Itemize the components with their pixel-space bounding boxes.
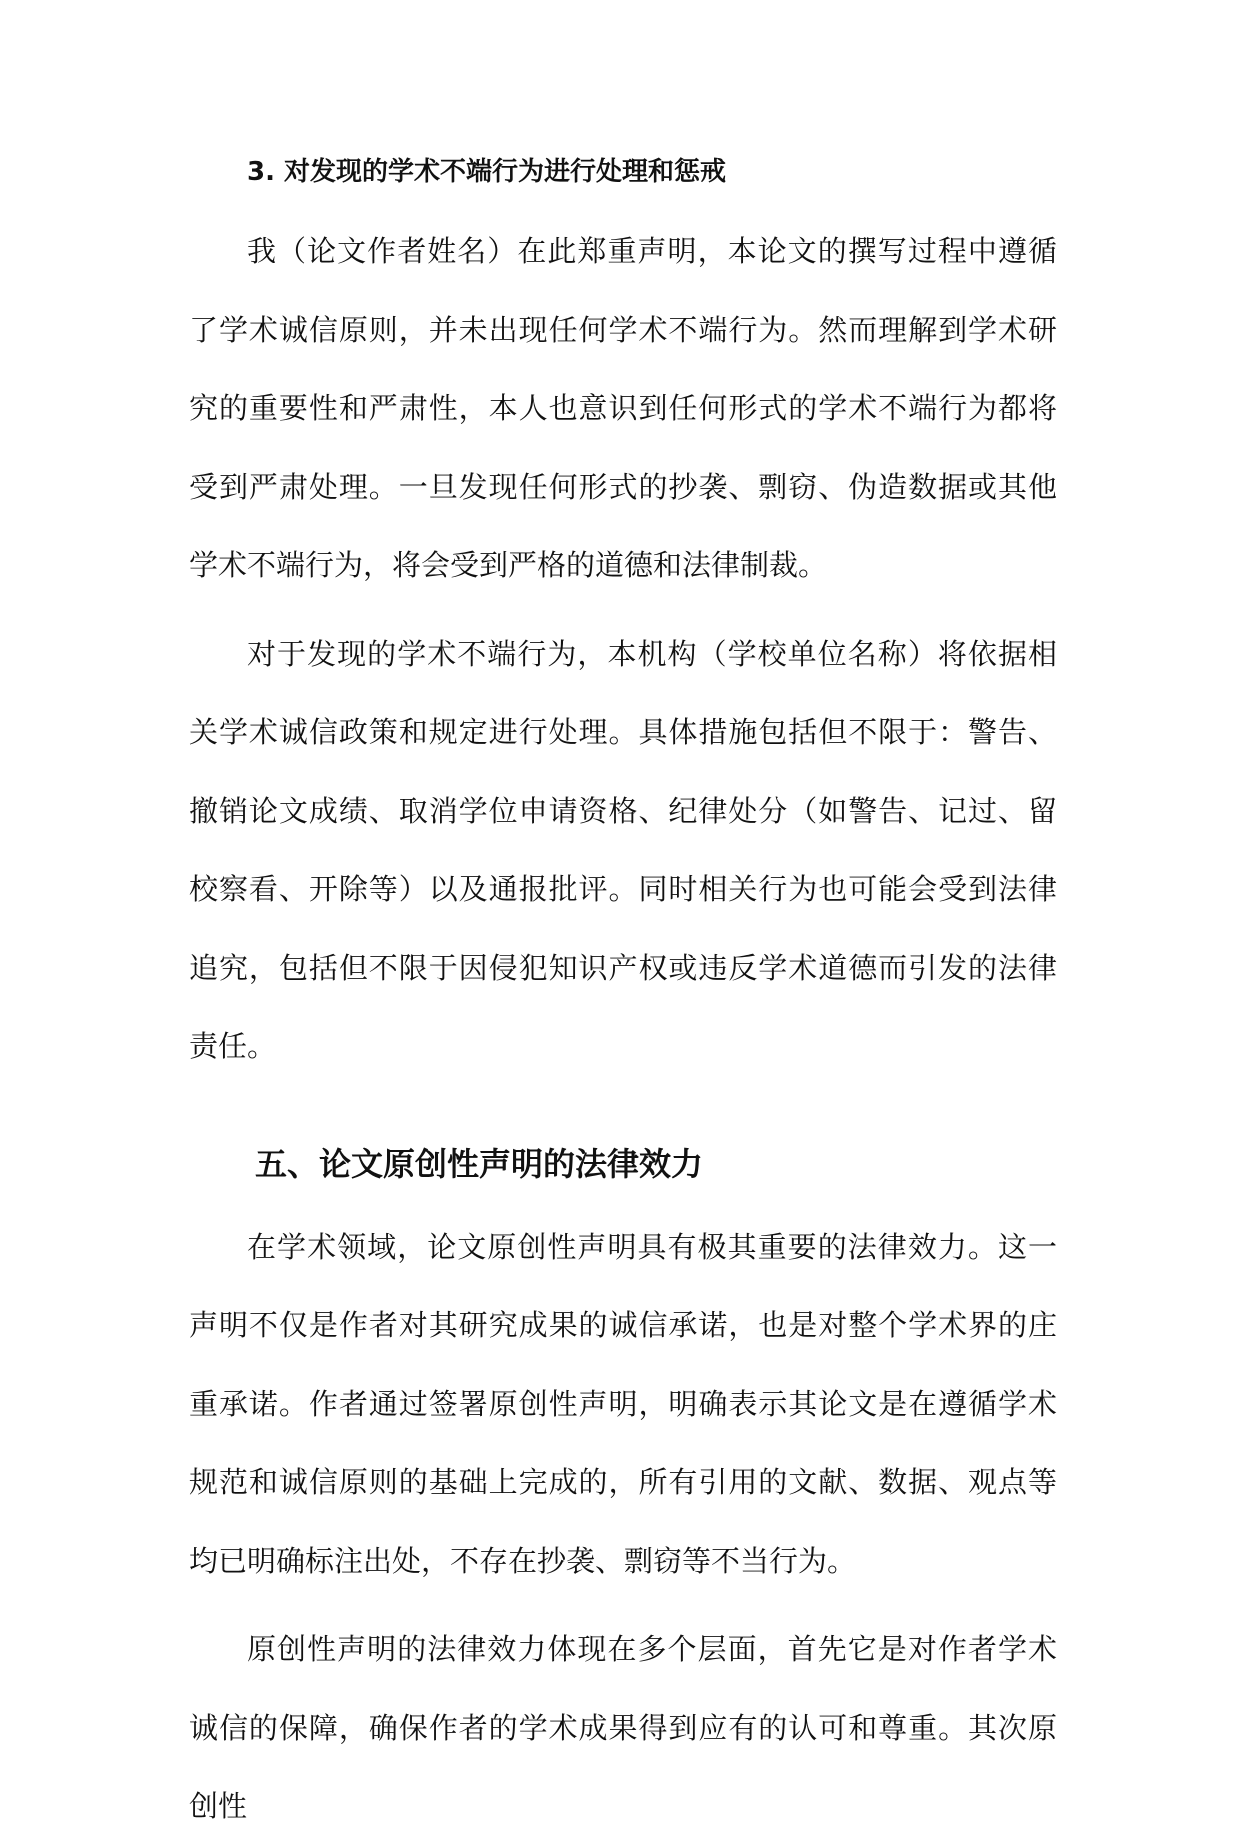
spacer (189, 605, 1057, 615)
paragraph-declaration: 我（论文作者姓名）在此郑重声明，本论文的撰写过程中遵循了学术诚信原则，并未出现任何学术不端行为。然而理解到学术研究的重要性和严肃性，本人也意识到任何形式的学术不端行为都将受到严肃处理。一旦发现任何形式的抄袭、剽窃、伪造数据或其他学术不端行为，将会受到严格的道德和法律制裁。 (189, 234, 1057, 582)
section-heading: 五、论文原创性声明的法律效力 (255, 1144, 704, 1183)
document-body (189, 142, 1057, 1846)
subsection-heading: 3. 对发现的学术不端行为进行处理和惩戒 (247, 157, 727, 187)
paragraph-legal-effect-levels: 原创性声明的法律效力体现在多个层面，首先它是对作者学术诚信的保障，确保作者的学术成果得到应有的认可和尊重。其次原创性 (189, 1632, 1057, 1823)
paragraph-legal-effect: 在学术领域，论文原创性声明具有极其重要的法律效力。这一声明不仅是作者对其研究成果的诚信承诺，也是对整个学术界的庄重承诺。作者通过签署原创性声明，明确表示其论文是在遵循学术规范和诚信原则的基础上完成的，所有引用的文献、数据、观点等均已明确标注出处，不存在抄袭、剽窃等不当行为。 (189, 1229, 1057, 1578)
paragraph-handling-measures: 对于发现的学术不端行为，本机构（学校单位名称）将依据相关学术诚信政策和规定进行处理。具体措施包括但不限于：警告、撤销论文成绩、取消学位申请资格、纪律处分（如警告、记过、留校察看、开除等）以及通报批评。同时相关行为也可能会受到法律追究，包括但不限于因侵犯知识产权或违反学术道德而引发的法律责任。 (189, 636, 1057, 1063)
spacer (189, 202, 1057, 212)
spacer (189, 1600, 1057, 1610)
